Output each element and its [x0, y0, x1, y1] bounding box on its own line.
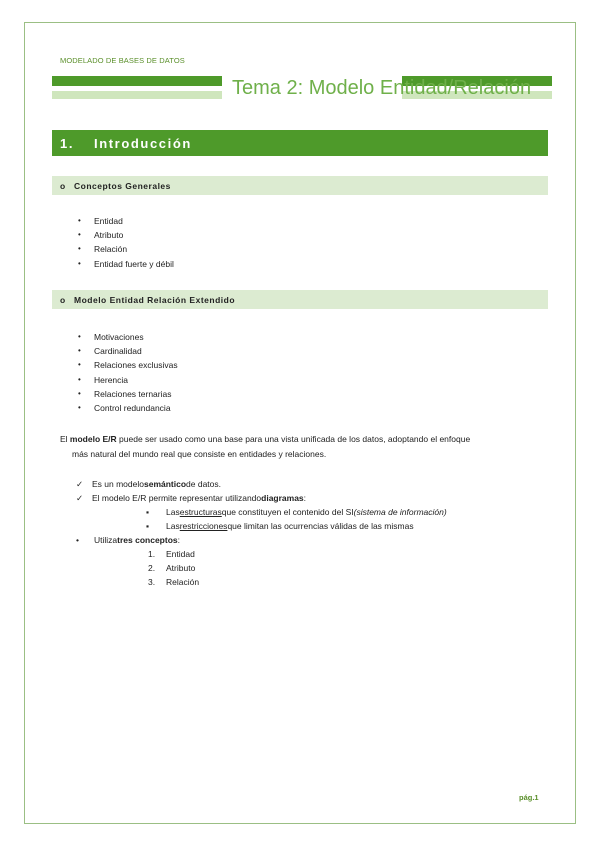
- intro-paragraph: El modelo E/R puede ser usado como una base para una vista unificada de los datos, adoptando el enfoque más natural del mundo real que consiste en entidades y relaciones.: [60, 434, 471, 459]
- check-icon: ✓: [76, 479, 84, 489]
- check-icon: ✓: [76, 493, 84, 503]
- bullet-icon: •: [78, 374, 81, 384]
- section-title: Introducción: [94, 135, 192, 151]
- page-number: pág.1: [519, 793, 539, 802]
- square-bullet-icon: ▪: [146, 507, 150, 517]
- bold-term: modelo E/R: [69, 434, 117, 444]
- section-header: [52, 130, 548, 156]
- bullet-icon: •: [78, 216, 81, 225]
- numbered-item: 3. Relación: [148, 577, 200, 587]
- document-title-box: [222, 74, 532, 116]
- list-item: • Atributo: [78, 228, 174, 242]
- bullet-icon: •: [78, 332, 81, 341]
- bullet-icon: •: [78, 230, 81, 240]
- extended-model-list: [78, 330, 178, 415]
- list-item: • Cardinalidad: [78, 344, 178, 358]
- list-item: • Control redundancia: [78, 401, 178, 415]
- banner-bar-left-light: [52, 91, 222, 99]
- bullet-icon: •: [78, 402, 81, 412]
- check-item: ✓ Es un modelo semántico de datos.: [76, 479, 222, 489]
- list-item: • Motivaciones: [78, 330, 178, 344]
- list-item: • Entidad: [78, 214, 174, 228]
- subsection-modelo-extendido: [52, 290, 548, 309]
- subsection-title: Conceptos Generales: [74, 180, 171, 191]
- banner-bar-left-dark: [52, 76, 222, 86]
- numbered-item: 2. Atributo: [148, 563, 196, 573]
- concepts-list: [78, 214, 174, 271]
- list-item: • Entidad fuerte y débil: [78, 257, 174, 271]
- bullet-icon: •: [76, 535, 79, 545]
- document-header-label: MODELADO DE BASES DE DATOS: [60, 56, 185, 65]
- check-item: ✓ El modelo E/R permite representar utilizando diagramas :: [76, 493, 307, 503]
- subsection-conceptos-generales: [52, 176, 548, 195]
- list-item: • Relaciones exclusivas: [78, 358, 178, 372]
- subsection-marker: o: [60, 180, 66, 191]
- bullet-icon: •: [78, 388, 81, 398]
- list-item: • Relación: [78, 242, 174, 256]
- document-title: Tema 2: Modelo Entidad/Relación: [232, 77, 532, 99]
- square-bullet-icon: ▪: [146, 521, 150, 531]
- list-item: • Relaciones ternarias: [78, 387, 178, 401]
- section-number: 1.: [60, 135, 75, 151]
- bullet-icon: •: [78, 360, 81, 370]
- bullet-icon: •: [78, 244, 81, 254]
- subsection-marker: o: [60, 294, 66, 305]
- numbered-item: 1. Entidad: [148, 549, 195, 559]
- square-item: ▪ Las estructuras que constituyen el contenido del SI (sistema de información): [146, 507, 447, 517]
- bullet-icon: •: [78, 346, 81, 356]
- concepts-item: • Utiliza tres conceptos :: [76, 535, 180, 545]
- bullet-icon: •: [78, 258, 81, 268]
- subsection-title: Modelo Entidad Relación Extendido: [74, 294, 236, 305]
- square-item: ▪ Las restricciones que limitan las ocurrencias válidas de las mismas: [146, 521, 414, 531]
- list-item: • Herencia: [78, 373, 178, 387]
